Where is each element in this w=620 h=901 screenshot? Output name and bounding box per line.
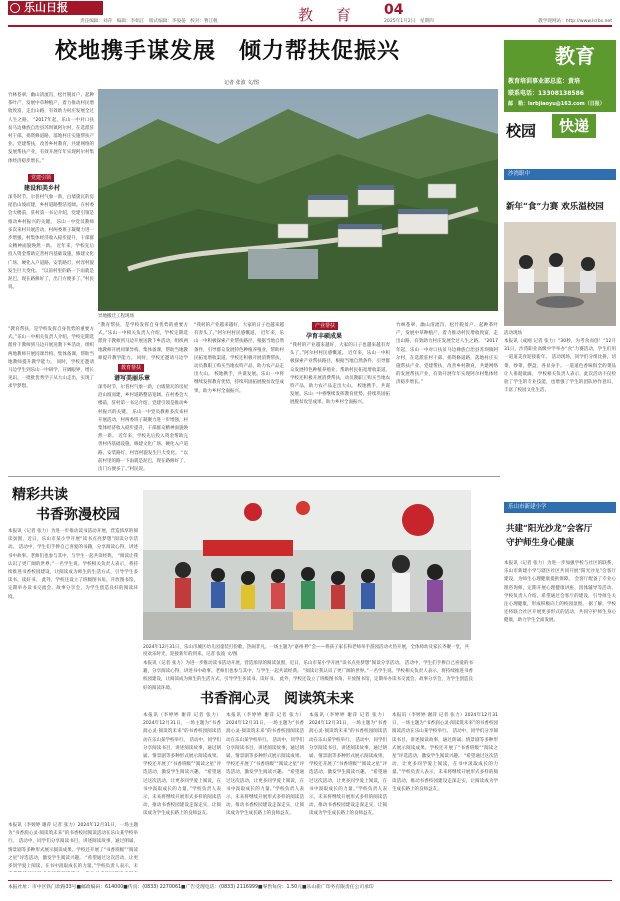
feature1-body-end: 本报讯（李婷婷 谢萍 记者 张力）2024年12月31日，一场主题为“书香润心灵·阅读筑未来”的书香校园阅读活动在乐山某学校举行。 活动中，同学们分享阅读书目，讲述阅读故事，通过朗诵、情景剧等多种形式展示阅读成果。学校还开展了“书香班级”“阅读之星”评选活动，激发学生阅读兴趣。 “希望通过这次活动，让更多同学爱上阅读，在书中汲取成长的力量。”学校负责人表示，未 bbox=[8, 823, 138, 870]
section-title: 教 育 bbox=[298, 6, 356, 24]
side-body-1: 本报讯（成刚 记者 张力）“30秒，为考食而创！”12月31日，沙湾职业高级中学举办“食”力赛活动，学生们用一道道美食迎接新年。 活动现场，同学们分组比拼，切菜、炒菜、摆盘，各显身手。一道道色香味俱全的菜品让人垂涎欲滴。 学校相关负责人表示，此次活动不仅检验了学生的专业技能，也增强了学生的团队协作意识，丰富了校园文化生活。 bbox=[504, 339, 616, 394]
feature1-cont: 本报讯（记者 张力）为进一步推动读书活动开展，营造浓厚的阅读氛围，近日，乐山市某小学开展“读书点亮梦想”阅读分享活动。 活动中，学生们手捧自己喜爱的书籍，分享阅读心得，讲述书中故事。老师们也参与其中，与学生一起共读经典。 “阅读让我认识了更广阔的世界。”一名学生说。学校相关负责人表示，将持续推进书香校园建设，让阅读成为师生的生活方式，引导学生多读书、读好书。 此外，学校还设立了班级图书角、开放图书馆，定期举办读书交流会、故事分享会，为学生创造良好的阅读环境。 bbox=[143, 661, 473, 690]
campus-label: 校园 bbox=[506, 122, 537, 140]
cooking-photo bbox=[504, 222, 616, 326]
section-divider bbox=[8, 476, 500, 477]
lead-col1b: 深冬时节，尔普村气象一新，白墙黛瓦的房屋沿山坡而建，乡村道路整洁宽阔。在村委会大楼前，驻村第一书记介绍，党建引领是推动乡村振兴的关键。 乐山一中党员教师多次来村开展活动，村两委班子凝聚力进一步增强，村集体经济收入稳步提升，干部群众精神面貌焕然一新。 近年来，学校先后投入资金帮助完善村内基础设施，修建文化广场、硬化入户道路、安装路灯，村容村貌发生巨大变化。 “以前村里的路一下雨就是泥巴，现在路修好了，出门方便多了。”村民说。 bbox=[8, 195, 94, 291]
lead-col2b: 深冬时节，尔普村气象一新，白墙黛瓦的房屋沿山坡而建，乡村道路整洁宽阔。在村委会大楼前，驻村第一书记介绍，党建引领是推动乡村振兴的关键。 乐山一中党员教师多次来村开展活动，村两委班子凝聚力进一步增强，村集体经济收入稳步提升，干部群众精神面貌焕然一新。 近年来，学校先后投入资金帮助完善村内基础设施，修建文化广场、硬化入户道路、安装路灯，村容村貌发生巨大变化。 “以前村里的路一下雨就是泥巴，现在路修好了，出门方便多了。”村民说。 bbox=[98, 385, 188, 473]
page-number: 04 bbox=[384, 2, 404, 18]
lead-sub2: 谱写美丽乐章 bbox=[114, 375, 151, 382]
edu-phone: 联系电话：13308138586 bbox=[508, 90, 584, 97]
lead-col5: 竹林苍翠，幽山清流泻，松竹脱贫户、起种茶叶产，发展中草种植产，着力推动村民增收致富，走出山路，有效助力村庄发展全过人生之路。 “2017年起，乐山一中对口扶贫马边彝族自治县苏坝镇阿尔村，在选派驻村干部、捐资修道路，落地村庄实施帮扶产业、党建帮扶，改善乡村教育，共建网络的发展帮扶产业，有效开展年年实现阿尔村集体经济稳步增长。” bbox=[396, 323, 498, 386]
seal-icon bbox=[10, 3, 20, 13]
side-body-2: 本报讯（记者 张力）为进一步加强学校与社区的联系，乐山市新建小学与辖区社区共同开展“阳光沙龙”会客厅建设，为师生心理健康提供保障。 会客厅配备了专业心理咨询师，定期开展心理健康讲座、团体辅导等活动。学校负责人介绍，希望通过会客厅的建设，引导师生关注心理健康，形成积极向上的校园氛围。 据了解，学校还将联合社区开展更多形式的活动，共同守护师生身心健康，助力学生全面发展。 bbox=[504, 561, 616, 624]
issue-date: 2025年1月2日 星期四 bbox=[384, 19, 434, 24]
feature2-col1: 本报讯（李婷婷 谢萍 记者 张力）2024年12月31日，一场主题为“书香润心灵·阅读筑未来”的书香校园阅读活动在乐山某学校举行。 活动中，同学们分享阅读书目，讲述阅读故事，通过朗诵、情景剧等多种形式展示阅读成果。学校还开展了“书香班级”“阅读之星”评选活动，激发学生阅读兴趣。 “希望通过这次活动，让更多同学爱上阅读，在书中汲取成长的力量。”学校负责人表示，未来将继续开展形式多样的阅读活动，推动书香校园建设走深走实，让阅读成为学生成长路上的良师益友。 bbox=[143, 713, 221, 817]
feature2-col2: 本报讯（李婷婷 谢萍 记者 张力）2024年12月31日，一场主题为“书香润心灵·阅读筑未来”的书香校园阅读活动在乐山某学校举行。 活动中，同学们分享阅读书目，讲述阅读故事，通过朗诵、情景剧等多种形式展示阅读成果。学校还开展了“书香班级”“阅读之星”评选活动，激发学生阅读兴趣。 “希望通过这次活动，让更多同学爱上阅读，在书中汲取成长的力量。”学校负责人表示，未来将继续开展形式多样的阅读活动，推动书香校园建设走深走实，让阅读成为学生成长路上的良师益友。 bbox=[226, 713, 304, 817]
feature1-body: 本报讯（记者 张力）为进一步推动读书活动开展，营造浓厚的阅读氛围，近日，乐山市某小学开展“读书点亮梦想”阅读分享活动。 活动中，学生们手捧自己喜爱的书籍，分享阅读心得，讲述书中故事。老师们也参与其中，与学生一起共读经典。 “阅读让我认识了更广阔的世界。”一名学生说。学校相关负责人表示，将持续推进书香校园建设，让阅读成为师生的生活方式，引导学生多读书、读好书。 此外，学校还设立了班级图书角、开放图书馆，定期举办读书交流会、故事分享会，为学生创造良好的阅读环境。 bbox=[8, 529, 138, 600]
lead-photo bbox=[98, 89, 498, 311]
editor-credits: 责任编辑：刘萍 编辑：李娟江 版式编辑：李晏晏 校对：曹江帆 bbox=[80, 19, 218, 24]
lead-photo-caption: 异地搬迁工程现场 bbox=[98, 314, 134, 319]
footer-info: 本报社址：市中区铁门坎路33号■邮政编码：614000■传真：(0833) 2270061■广告受理电话：(0833) 2116999■零售每份：1.50元■乐山新广印务有限责任公司承印 bbox=[8, 885, 374, 890]
side-headline-1: 新年“食”力赛 欢乐溢校园 bbox=[506, 202, 604, 212]
logo-text: 乐山日报 bbox=[24, 1, 68, 14]
lead-sub1-tag: 党建引领 bbox=[28, 174, 54, 182]
feature2-col4: 本报讯（李婷婷 谢萍 记者 张力）2024年12月31日，一场主题为“书香润心灵·阅读筑未来”的书香校园阅读活动在乐山某学校举行。 活动中，同学们分享阅读书目，讲述阅读故事，通过朗诵、情景剧等多种形式展示阅读成果。学校还开展了“书香班级”“阅读之星”评选活动，激发学生阅读兴趣。 “希望通过这次活动，让更多同学爱上阅读，在书中汲取成长的力量。”学校负责人表示，未来将继续开展形式多样的阅读活动，推动书香校园建设走深走实，让阅读成为学生成长路上的良师益友。 bbox=[392, 713, 498, 792]
footer-rule bbox=[8, 880, 612, 881]
website[interactable]: 教学现网站：http://www.lsrbs.net bbox=[538, 19, 612, 24]
cooking-photo-caption: 活动现场 bbox=[504, 331, 522, 336]
lead-col2a: “教育帮扶，是学校发挥自身优势的重要方式。”乐山一中相关负责人介绍，学校定期选派骨干教师到马边开展送教下乡活动，组织两地教师开展同课异构、集体备课，帮助当地教师提升教学能力。 同时，学校还邀请马边学 bbox=[98, 323, 188, 361]
kindergarten-photo-caption: 2024年12月31日，乐山市城区幼儿园童装打扮歌，热闹非凡。一场主题为“嘉州·秒”会——将孩子家长和老师举手游园活动火热开展，全体师幼及家长齐聚一堂，共度欢乐时光，迎接新年的到来。记者 张波 文/图 bbox=[143, 645, 469, 657]
edu-director: 教育培训事业部总监：黄培 bbox=[508, 78, 581, 85]
feature2-col3: 本报讯（李婷婷 谢萍 记者 张力）2024年12月31日，一场主题为“书香润心灵·阅读筑未来”的书香校园阅读活动在乐山某学校举行。 活动中，同学们分享阅读书目，讲述阅读故事，通过朗诵、情景剧等多种形式展示阅读成果。学校还开展了“书香班级”“阅读之星”评选活动，激发学生阅读兴趣。 “希望通过这次活动，让更多同学爱上阅读，在书中汲取成长的力量。”学校负责人表示，未来将继续开展形式多样的阅读活动，推动书香校园建设走深走实，让阅读成为学生成长路上的良师益友。 bbox=[309, 713, 387, 817]
lead-headline: 校地携手谋发展 倾力帮扶促振兴 bbox=[55, 38, 401, 64]
lead-sub2-tag: 教育帮扶 bbox=[118, 364, 144, 372]
express-label: 快递 bbox=[552, 114, 596, 138]
lead-sub1: 建设和美乡村 bbox=[24, 185, 61, 192]
lead-col4: “我村的产业越来越好，大家的日子也越来越有奔头了。”阿尔村村民感慨道。 近年来，乐山一中积极探索产业帮扶路径，根据当地自然条件，引导群众发展特色种植养殖业，帮助村民拓宽增收渠道。学校还积极开展消费帮扶，动员教职工购买当地农特产品，助力农产品走出大山。 校地携手，共谋发展。乐山一中将继续发挥教育优势，持续巩固拓展脱贫攻坚成果，助力乡村全面振兴。 bbox=[290, 343, 390, 406]
lead-col3: “我村的产业越来越好，大家的日子也越来越有奔头了。”阿尔村村民感慨道。 近年来，乐山一中积极探索产业帮扶路径，根据当地自然条件，引导群众发展特色种植养殖业，帮助村民拓宽增收渠道。学校还积极开展消费帮扶，动员教职工购买当地农特产品，助力农产品走出大山。 校地携手，共谋发展。乐山一中将继续发挥教育优势，持续巩固拓展脱贫攻坚成果，助力乡村全面振兴。 bbox=[194, 323, 284, 394]
masthead-rule bbox=[8, 25, 612, 27]
lead-sub3-tag: 产业帮扶 bbox=[312, 322, 338, 330]
feature2-headline: 书香润心灵 阅读筑未来 bbox=[200, 691, 354, 707]
lead-col1c: “教育帮扶，是学校发挥自身优势的重要方式。”乐山一中相关负责人介绍，学校定期选派骨干教师到马边开展送教下乡活动，组织两地教师开展同课异构、集体备课，帮助当地教师提升教学能力。 同时，学校还邀请马边学生到乐山一中研学，开阔眼界，增长见识。一批批优秀学子从大山走出，实现了求学梦想。 bbox=[8, 327, 94, 390]
feature1-headline2: 书香弥漫校园 bbox=[36, 507, 120, 523]
lead-sub3: 孕育丰硕成果 bbox=[306, 333, 343, 340]
side-headline-2b: 守护师生身心健康 bbox=[506, 538, 575, 548]
lead-col1: 竹林苍翠，幽山清流泻，松竹脱贫户、起种茶叶产，发展中草种植产，着力推动村民增收致富，走出山路，有效助力村庄发展全过人生之路。 “2017年起，乐山一中对口扶贫马边彝族自治县苏坝镇阿尔村，在选派驻村干部、捐资修道路，落地村庄实施帮扶产业、党建帮扶，改善乡村教育，共建网络的发展帮扶产业，有效开展年年实现阿尔村集体经济稳步增长。” bbox=[8, 93, 94, 164]
newspaper-logo bbox=[8, 1, 103, 15]
school-bar-2: 乐山市新建小学 bbox=[504, 502, 616, 513]
side-headline-2a: 共建“阳光沙龙”会客厅 bbox=[506, 524, 593, 534]
school-bar-1: 沙湾职中 bbox=[504, 169, 616, 180]
lead-byline: 记者 张波 文/图 bbox=[224, 80, 259, 86]
masthead bbox=[8, 1, 612, 23]
edu-email: 邮 箱：lsrbjiaoyu@163.com（日报） bbox=[508, 101, 605, 107]
edu-title: 教育 bbox=[555, 44, 595, 68]
feature1-headline1: 精彩共读 bbox=[12, 487, 68, 503]
kindergarten-photo bbox=[143, 490, 471, 640]
